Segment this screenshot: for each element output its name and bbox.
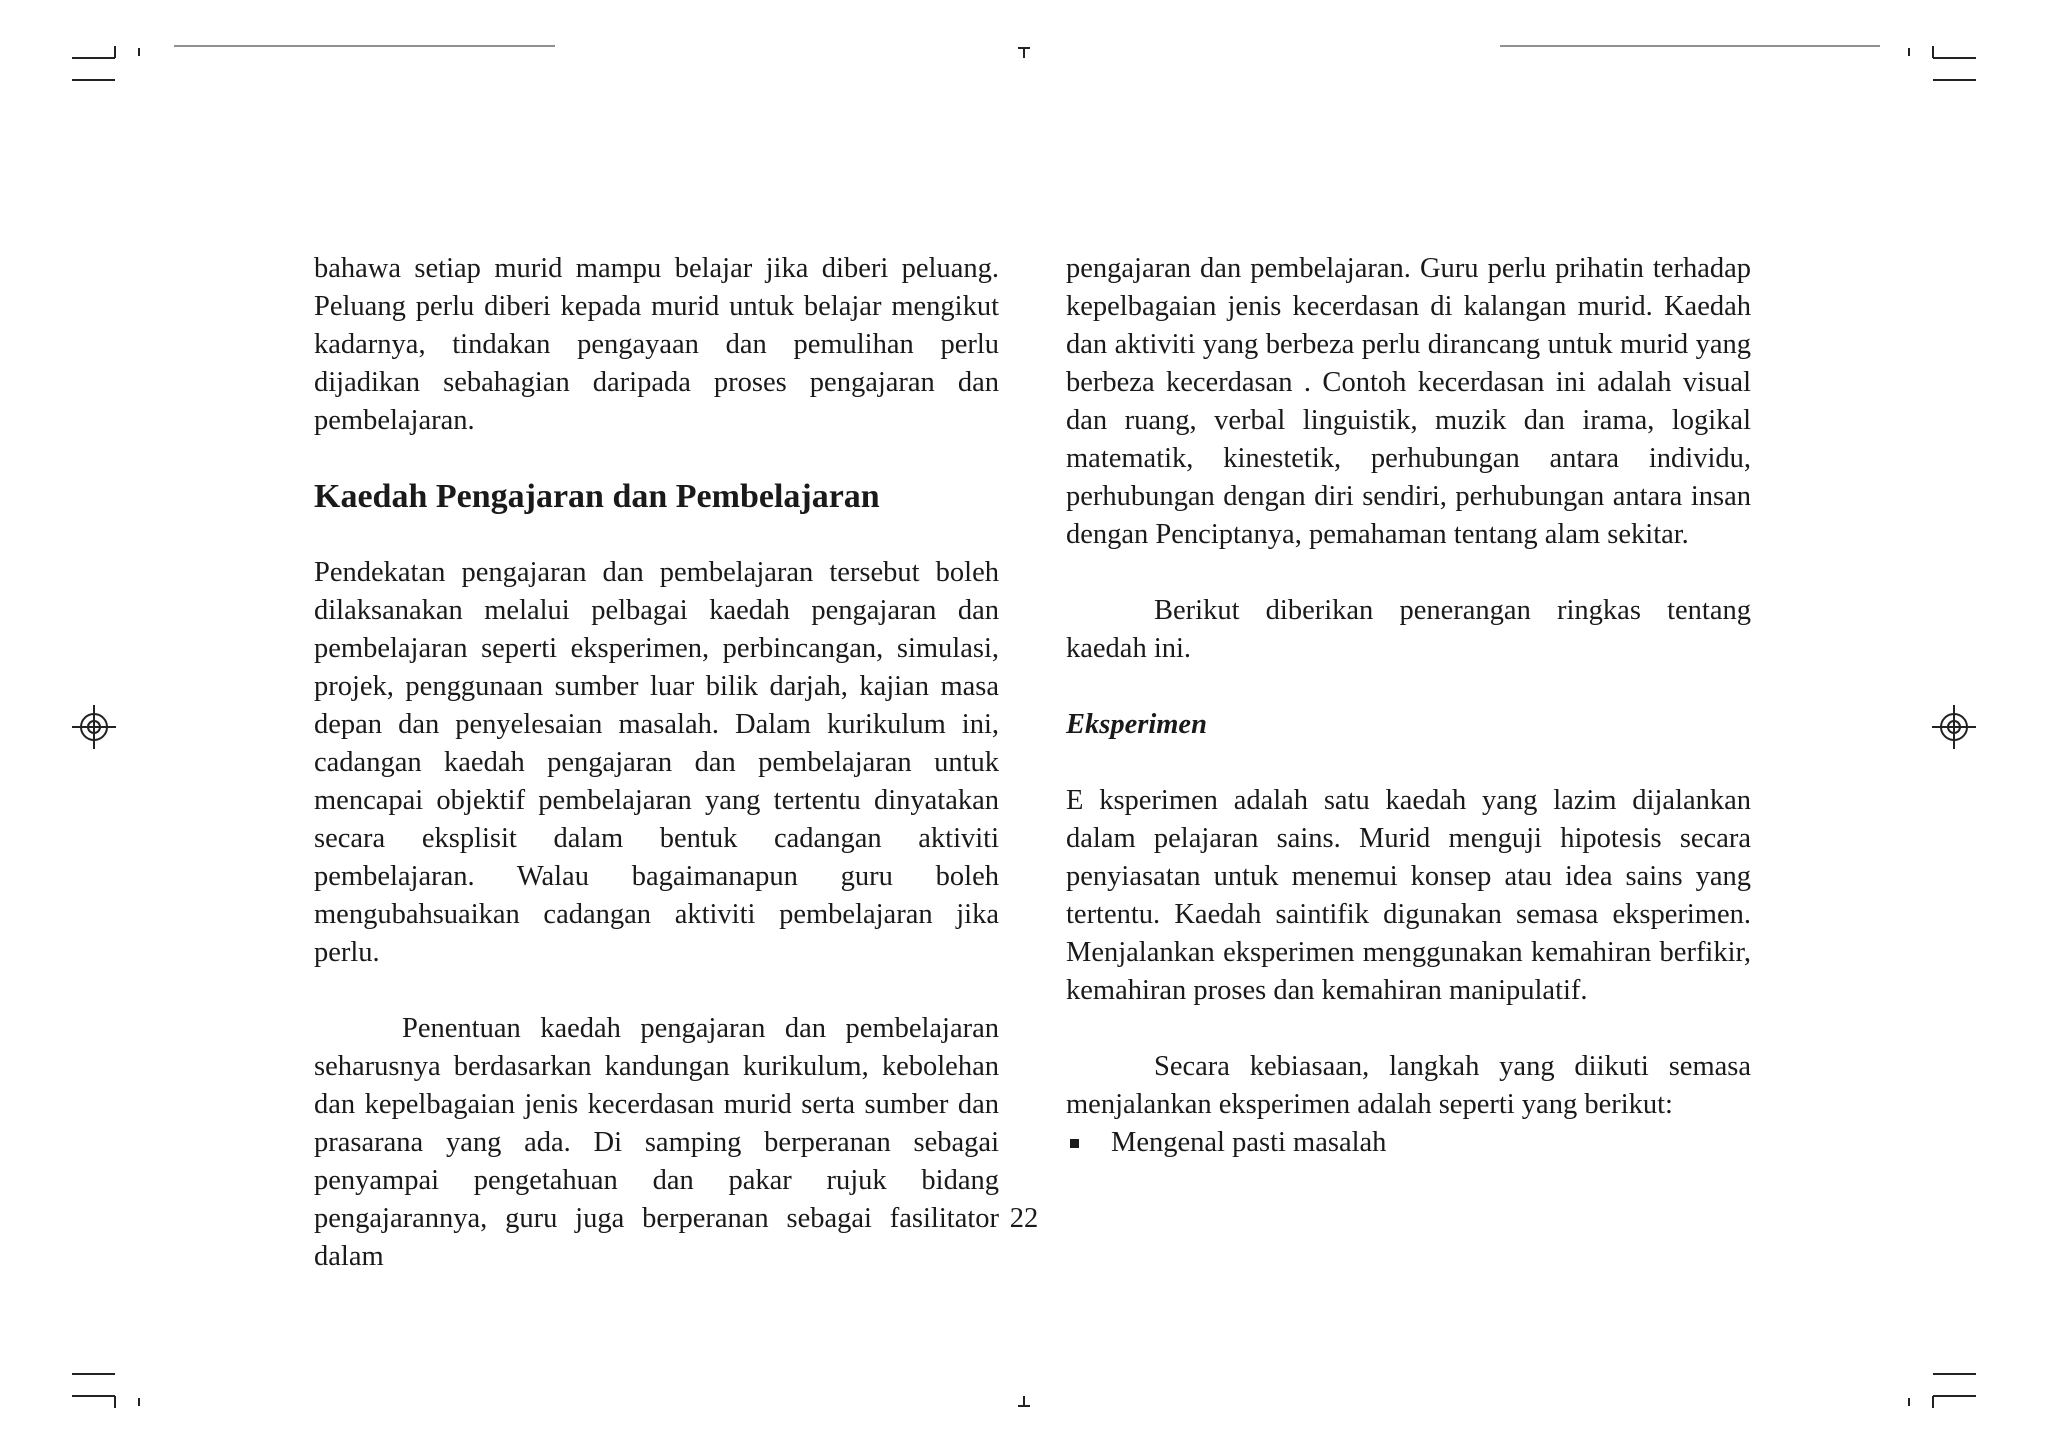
left-column: [314, 250, 999, 1276]
page-number: 22: [1009, 1203, 1039, 1234]
left-paragraph-1: bahawa setiap murid mampu belajar jika diberi peluang. Peluang perlu diberi kepada murid untuk belajar mengikut kadarnya, tindakan pengayaan dan pemulihan perlu dijadikan sebahagian daripada proses pengajaran dan pembelajaran.: [314, 253, 999, 436]
list-item: [1066, 1124, 1751, 1162]
left-paragraph-3: Penentuan kaedah pengajaran dan pembelajaran seharusnya berdasarkan kandungan kurikulum, kebolehan dan kepelbagaian jenis kecerdasan murid serta sumber dan prasarana yang ada. Di samping berperanan sebagai penyampai pengetahuan dan pakar rujuk bidang pengajarannya, guru juga berperanan sebagai fasilitator dalam: [314, 1013, 999, 1272]
right-paragraph-1: pengajaran dan pembelajaran. Guru perlu prihatin terhadap kepelbagaian jenis kecerdasan di kalangan murid. Kaedah dan aktiviti yang berbeza perlu dirancang untuk murid yang berbeza kecerdasan . Contoh kecerdasan ini adalah visual dan ruang, verbal linguistik, muzik dan irama, logikal matematik, kinestetik, perhubungan antara individu, perhubungan dengan diri sendiri, perhubungan antara insan dengan Penciptanya, pemahaman tentang alam sekitar.: [1066, 253, 1751, 550]
steps-list: [1066, 1124, 1751, 1162]
left-paragraph-2: Pendekatan pengajaran dan pembelajaran tersebut boleh dilaksanakan melalui pelbagai kaedah pengajaran dan pembelajaran seperti eksperimen, perbincangan, simulasi, projek, penggunaan sumber luar bilik darjah, kajian masa depan dan penyelesaian masalah. Dalam kurikulum ini, cadangan kaedah pengajaran dan pembelajaran untuk mencapai objektif pembelajaran yang tertentu dinyatakan secara eksplisit dalam bentuk cadangan aktiviti pembelajaran. Walau bagaimanapun guru boleh mengubahsuaikan cadangan aktiviti pembelajaran jika perlu.: [314, 557, 999, 968]
list-item-text: Mengenal pasti masalah: [1111, 1127, 1387, 1158]
right-paragraph-3: E ksperimen adalah satu kaedah yang lazim dijalankan dalam pelajaran sains. Murid menguji hipotesis secara penyiasatan untuk menemui konsep atau idea sains yang tertentu. Kaedah saintifik digunakan semasa eksperimen. Menjalankan eksperimen menggunakan kemahiran berfikir, kemahiran proses dan kemahiran manipulatif.: [1066, 785, 1751, 1006]
subsection-heading: Eksperimen: [1066, 709, 1207, 740]
right-column: [1066, 250, 1751, 1162]
right-paragraph-2: Berikut diberikan penerangan ringkas tentang kaedah ini.: [1066, 595, 1751, 664]
square-bullet-icon: [1070, 1139, 1079, 1148]
section-heading: Kaedah Pengajaran dan Pembelajaran: [314, 478, 880, 515]
right-paragraph-4: Secara kebiasaan, langkah yang diikuti semasa menjalankan eksperimen adalah seperti yang berikut:: [1066, 1051, 1751, 1120]
